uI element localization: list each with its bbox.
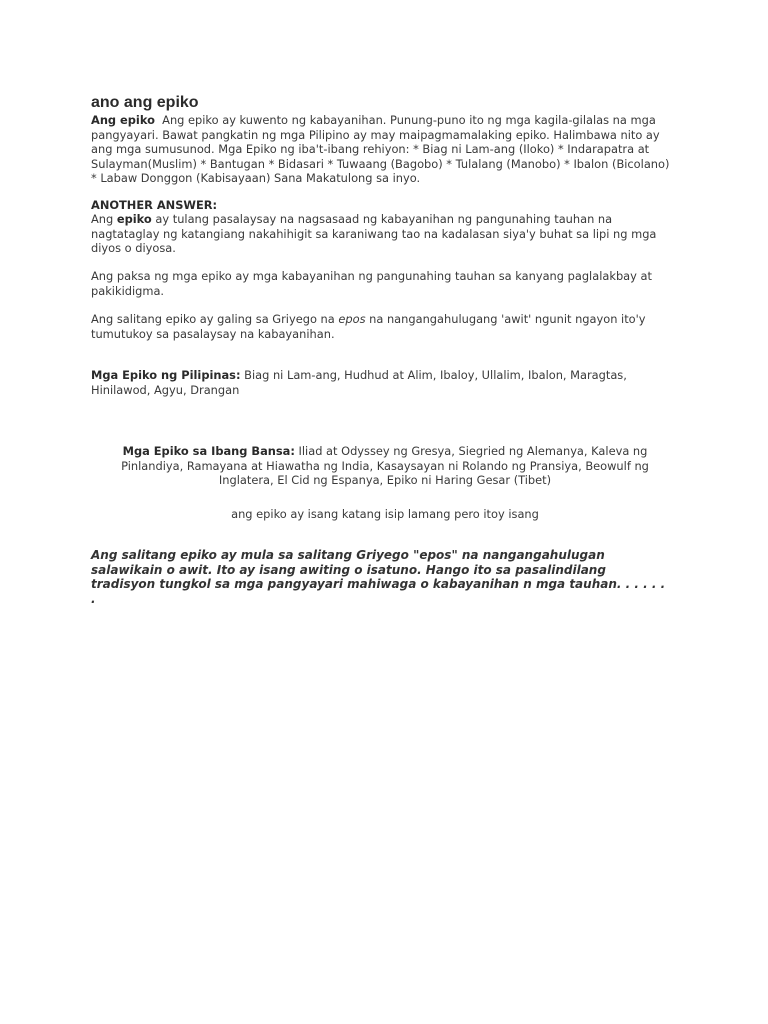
philippine-epics-label: Mga Epiko ng Pilipinas: (91, 368, 241, 382)
intro-text: Ang epiko ay kuwento ng kabayanihan. Punung-puno ito ng mga kagila-gilalas na mga pangyayari. Bawat pangkatin ng mga Pilipino ay may maipagmamalaking epiko. Halimbawa nito ay ang mga sumusunod. Mga Epiko ng iba't-ibang rehiyon: * Biag ni Lam-ang (Iloko) * Indarapatra at Sulayman(Muslim) * Bantugan * Bidasari * Tuwaang (Bagobo) * Tulalang (Manobo) * Ibalon (Bicolano) * Labaw Donggon (Kabisayaan) Sana Makatulong sa inyo. (91, 113, 670, 185)
philippine-epics-list: Biag ni Lam-ang, Hudhud at Alim, Ibaloy, Ullalim, Ibalon, Maragtas, Hinilawod, Agyu, Drangan (91, 368, 627, 397)
another-answer-label: ANOTHER ANSWER: (91, 198, 218, 212)
intro-paragraph (91, 113, 671, 186)
subject-paragraph: Ang paksa ng mga epiko ay mga kabayanihan ng pangunahing tauhan sa kanyang paglalakbay at pakikidigma. (91, 269, 652, 298)
definition-term: epiko (116, 212, 152, 226)
page-title: ano ang epiko (91, 94, 199, 111)
definition-before: Ang (91, 212, 117, 226)
foreign-epics-paragraph (110, 444, 660, 488)
intro-term: Ang epiko (91, 113, 155, 127)
philippine-epics-paragraph (91, 368, 671, 397)
closing-paragraph: Ang salitang epiko ay mula sa salitang Griyego "epos" na nangangahulugan salawikain o awit. Ito ay isang awiting o isatuno. Hango ito sa pasalindilang tradisyon tungkol sa mga pangyayari mahiwaga o kabayanihan n mga tauhan. . . . . . . (91, 548, 666, 606)
etymology-paragraph (91, 312, 671, 341)
another-answer-heading (91, 198, 671, 213)
definition-after: ay tulang pasalaysay na nagsasaad ng kabayanihan ng pangunahing tauhan na nagtataglay ng katangiang nakahihigit sa karaniwang tao na kadalasan siya'y buhat sa lipi ng mga diyos o diyosa. (91, 212, 657, 255)
foreign-epics-label: Mga Epiko sa Ibang Bansa: (122, 444, 295, 458)
definition-paragraph (91, 212, 671, 256)
etymology-term: epos (338, 312, 366, 326)
etymology-after: na nangangahulugang 'awit' ngunit ngayon ito'y tumutukoy sa pasalaysay na kabayanihan. (91, 312, 646, 341)
etymology-before: Ang salitang epiko ay galing sa Griyego na (91, 312, 339, 326)
note-line: ang epiko ay isang katang isip lamang pero itoy isang (231, 507, 539, 521)
foreign-epics-list: Iliad at Odyssey ng Gresya, Siegried ng Alemanya, Kaleva ng Pinlandiya, Ramayana at Hiawatha ng India, Kasaysayan ni Rolando ng Pransiya, Beowulf ng Inglatera, El Cid ng Espanya, Epiko ni Haring Gesar (Tibet) (121, 444, 649, 487)
